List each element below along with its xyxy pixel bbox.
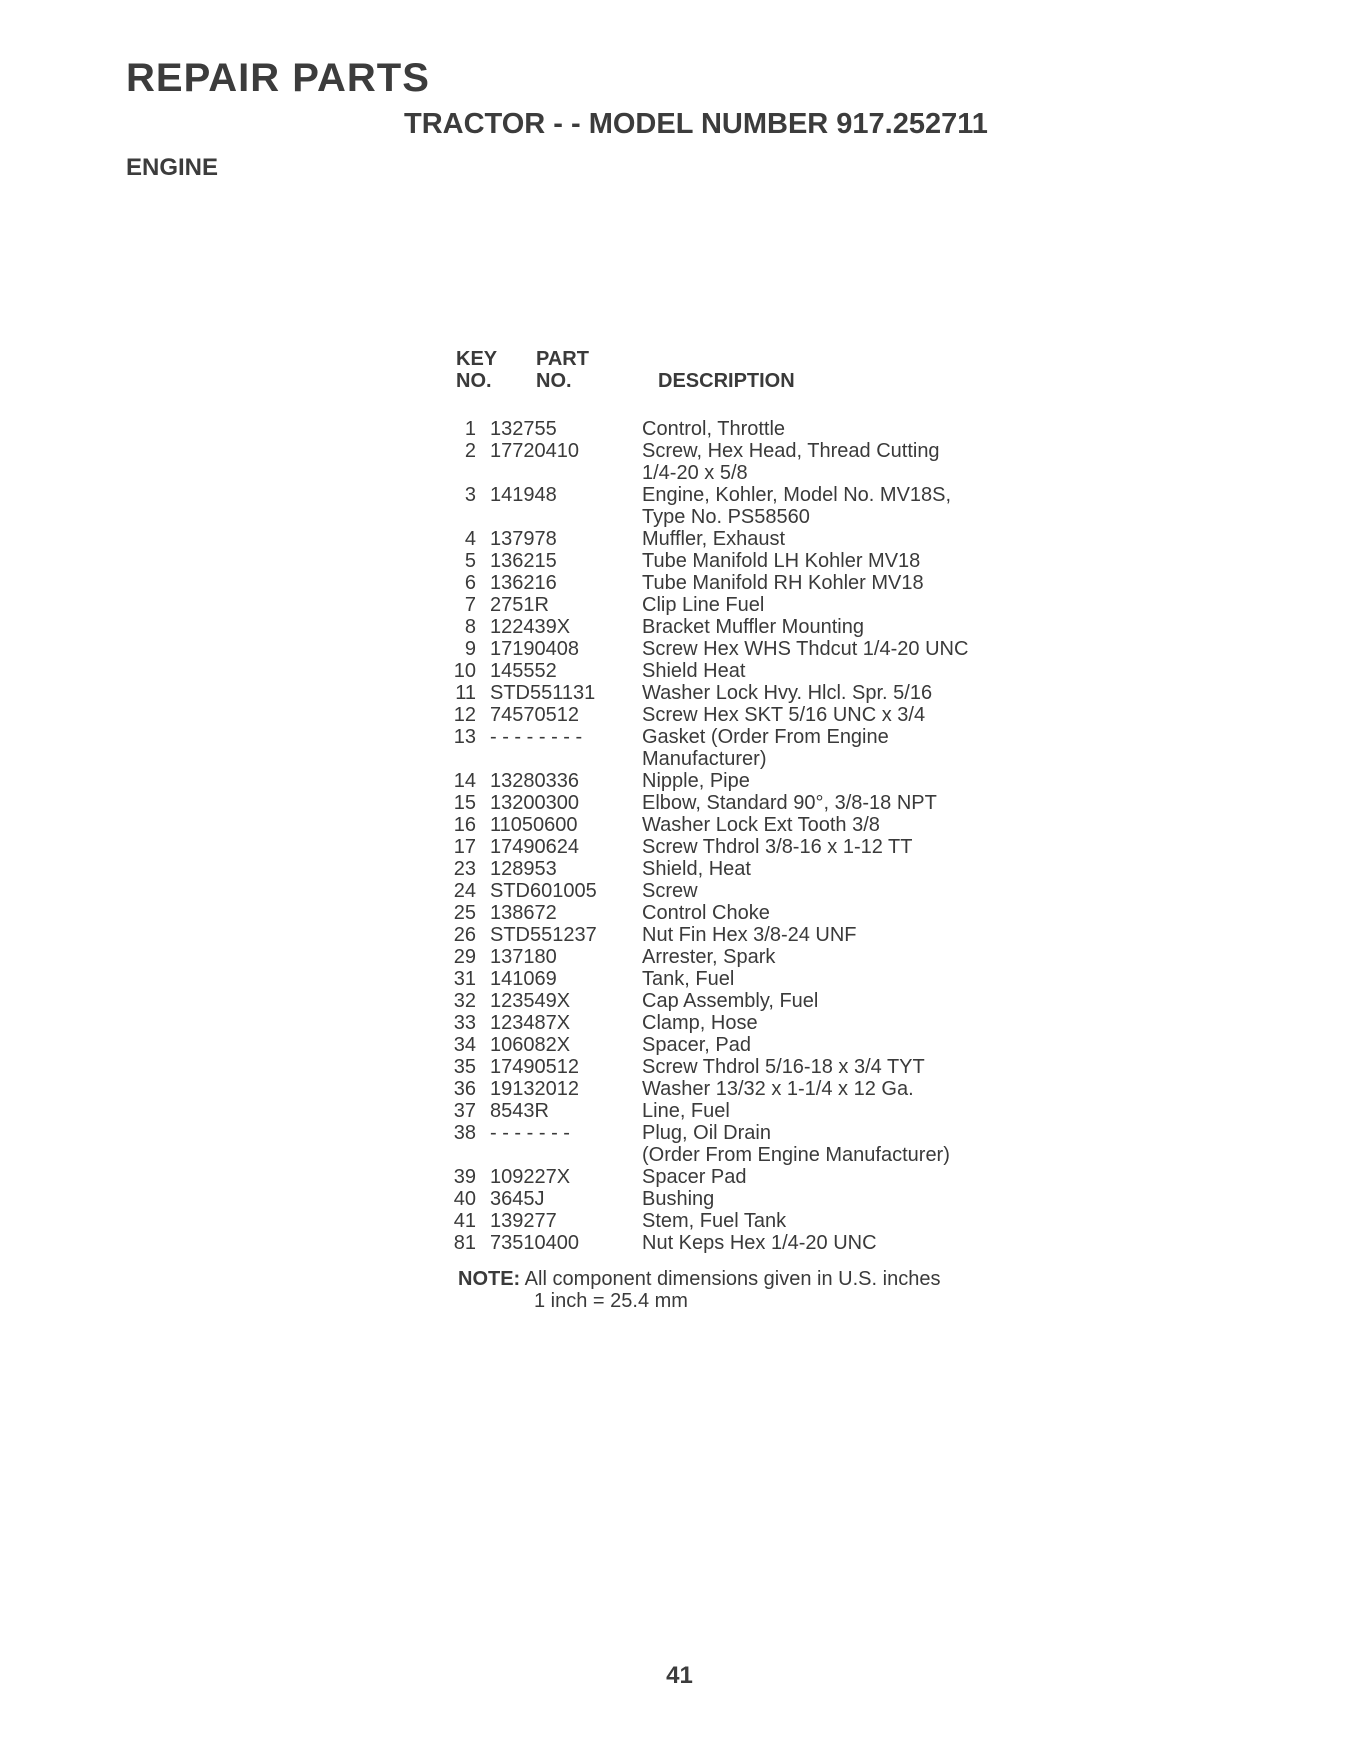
- key-number: 31: [453, 968, 476, 990]
- description-line: Washer Lock Hvy. Hlcl. Spr. 5/16: [642, 682, 933, 704]
- key-number: 7: [464, 594, 476, 616]
- part-number: 132755: [490, 418, 557, 440]
- key-number: 23: [453, 858, 476, 880]
- page-number: 41: [666, 1662, 693, 1689]
- table-row: [446, 1188, 1042, 1210]
- part-description: [642, 858, 1042, 880]
- part-description: [642, 1232, 1042, 1254]
- part-number: 137180: [490, 946, 557, 968]
- description-line: Screw Hex SKT 5/16 UNC x 3/4: [642, 704, 926, 726]
- table-row: [446, 858, 1042, 880]
- key-number: 36: [453, 1078, 476, 1100]
- parts-table-header: [446, 344, 1042, 396]
- part-number: 8543R: [490, 1100, 549, 1122]
- description-line: Tank, Fuel: [642, 968, 735, 990]
- description-line: Screw: [642, 880, 698, 902]
- table-row: [446, 924, 1042, 946]
- table-row: [446, 616, 1042, 638]
- part-description: [642, 836, 1042, 858]
- description-line: Nut Keps Hex 1/4-20 UNC: [642, 1232, 877, 1254]
- table-row: [446, 682, 1042, 704]
- description-line: Screw, Hex Head, Thread Cutting: [642, 440, 940, 462]
- table-row: [446, 968, 1042, 990]
- description-line: Tube Manifold LH Kohler MV18: [642, 550, 921, 572]
- description-line: Nut Fin Hex 3/8-24 UNF: [642, 924, 857, 946]
- part-description: [642, 1034, 1042, 1056]
- part-description: [642, 528, 1042, 550]
- description-line: Clip Line Fuel: [642, 594, 765, 616]
- key-number: 26: [453, 924, 476, 946]
- key-number: 10: [453, 660, 476, 682]
- key-number: 4: [464, 528, 476, 550]
- key-number: 12: [453, 704, 476, 726]
- table-row: [446, 572, 1042, 594]
- part-description: [642, 594, 1042, 616]
- description-line: Tube Manifold RH Kohler MV18: [642, 572, 924, 594]
- note: [458, 1268, 940, 1312]
- description-line: Engine, Kohler, Model No. MV18S,: [642, 484, 952, 506]
- table-row: [446, 1232, 1042, 1254]
- description-line: Nipple, Pipe: [642, 770, 750, 792]
- key-number: 5: [464, 550, 476, 572]
- table-row: [446, 814, 1042, 836]
- part-description: [642, 682, 1042, 704]
- part-number: - - - - - - - -: [490, 726, 583, 748]
- part-number: 141948: [490, 484, 557, 506]
- key-number: 11: [455, 682, 476, 704]
- part-number: 122439X: [490, 616, 571, 638]
- table-row: [446, 418, 1042, 440]
- description-line: Spacer Pad: [642, 1166, 747, 1188]
- part-number: STD551237: [490, 924, 597, 946]
- part-number: 13200300: [490, 792, 579, 814]
- part-number: - - - - - - -: [490, 1122, 570, 1144]
- description-line: Bracket Muffler Mounting: [642, 616, 864, 638]
- description-line: Clamp, Hose: [642, 1012, 758, 1034]
- key-header-line2: NO.: [456, 370, 492, 392]
- table-row: [446, 1012, 1042, 1034]
- part-number: 17490512: [490, 1056, 579, 1078]
- part-description: [642, 572, 1042, 594]
- description-line: (Order From Engine Manufacturer): [642, 1144, 950, 1166]
- table-row: [446, 836, 1042, 858]
- part-number: 13280336: [490, 770, 579, 792]
- part-description: [642, 660, 1042, 682]
- key-number: 3: [464, 484, 476, 506]
- part-number: 136215: [490, 550, 557, 572]
- description-line: Washer Lock Ext Tooth 3/8: [642, 814, 880, 836]
- table-row: [446, 990, 1042, 1012]
- part-header-line1: PART: [536, 348, 589, 370]
- part-number: 136216: [490, 572, 557, 594]
- key-number: 81: [453, 1232, 476, 1254]
- description-line: Line, Fuel: [642, 1100, 730, 1122]
- table-row: [446, 880, 1042, 902]
- part-number: 139277: [490, 1210, 557, 1232]
- table-row: [446, 528, 1042, 550]
- table-row: [446, 1078, 1042, 1100]
- part-number: 11050600: [490, 814, 578, 836]
- key-header-line1: KEY: [456, 348, 498, 370]
- description-line: Muffler, Exhaust: [642, 528, 786, 550]
- key-number: 14: [453, 770, 476, 792]
- key-number: 8: [464, 616, 476, 638]
- part-description: [642, 792, 1042, 814]
- part-description: [642, 924, 1042, 946]
- table-row: [446, 770, 1042, 792]
- description-line: Bushing: [642, 1188, 715, 1210]
- model-number-heading: TRACTOR - - MODEL NUMBER 917.252711: [404, 108, 988, 140]
- part-description: [642, 616, 1042, 638]
- part-description: [642, 814, 1042, 836]
- part-description: [642, 418, 1042, 440]
- table-row: [446, 1056, 1042, 1078]
- table-row: [446, 440, 1042, 484]
- description-line: Control, Throttle: [642, 418, 786, 440]
- part-number: 3645J: [490, 1188, 545, 1210]
- description-line: Stem, Fuel Tank: [642, 1210, 787, 1232]
- key-number: 24: [453, 880, 476, 902]
- description-line: Arrester, Spark: [642, 946, 776, 968]
- description-line: Screw Thdrol 5/16-18 x 3/4 TYT: [642, 1056, 925, 1078]
- part-description: [642, 1166, 1042, 1188]
- key-number: 16: [453, 814, 476, 836]
- part-number: 141069: [490, 968, 557, 990]
- key-number: 38: [453, 1122, 476, 1144]
- part-description: [642, 638, 1042, 660]
- key-number: 17: [453, 836, 476, 858]
- table-row: [446, 726, 1042, 770]
- description-line: Manufacturer): [642, 748, 767, 770]
- part-description: [642, 704, 1042, 726]
- note-label: NOTE:: [458, 1268, 521, 1290]
- part-header-line2: NO.: [536, 370, 572, 392]
- part-number: STD601005: [490, 880, 597, 902]
- table-row: [446, 594, 1042, 616]
- key-number: 33: [453, 1012, 476, 1034]
- table-row: [446, 946, 1042, 968]
- page-title: REPAIR PARTS: [126, 56, 430, 100]
- key-number: 29: [453, 946, 476, 968]
- description-line: Spacer, Pad: [642, 1034, 751, 1056]
- description-line: Control Choke: [642, 902, 770, 924]
- part-description: [642, 484, 1042, 528]
- description-line: Elbow, Standard 90°, 3/8-18 NPT: [642, 792, 937, 814]
- table-row: [446, 1210, 1042, 1232]
- part-number: STD551131: [490, 682, 596, 704]
- part-description: [642, 968, 1042, 990]
- part-number: 128953: [490, 858, 557, 880]
- key-number: 15: [453, 792, 476, 814]
- description-line: Cap Assembly, Fuel: [642, 990, 819, 1012]
- table-row: [446, 638, 1042, 660]
- description-line: Washer 13/32 x 1-1/4 x 12 Ga.: [642, 1078, 914, 1100]
- key-number: 2: [464, 440, 476, 462]
- parts-table-body: [446, 418, 1042, 1254]
- key-number: 9: [464, 638, 476, 660]
- table-row: [446, 1122, 1042, 1166]
- part-number: 19132012: [490, 1078, 579, 1100]
- key-number: 34: [453, 1034, 476, 1056]
- parts-table: [446, 344, 1042, 1254]
- part-description: [642, 1078, 1042, 1100]
- part-number: 2751R: [490, 594, 549, 616]
- part-number: 17190408: [490, 638, 579, 660]
- part-number: 17720410: [490, 440, 579, 462]
- description-line: Screw Thdrol 3/8-16 x 1-12 TT: [642, 836, 913, 858]
- description-line: Type No. PS58560: [642, 506, 810, 528]
- section-heading: ENGINE: [126, 154, 219, 181]
- note-line1: All component dimensions given in U.S. inches: [524, 1268, 941, 1290]
- part-description: [642, 726, 1042, 770]
- table-row: [446, 550, 1042, 572]
- part-number: 138672: [490, 902, 557, 924]
- part-description: [642, 990, 1042, 1012]
- part-number: 137978: [490, 528, 557, 550]
- key-number: 25: [453, 902, 476, 924]
- description-header: DESCRIPTION: [658, 370, 795, 392]
- table-row: [446, 1100, 1042, 1122]
- description-line: 1/4-20 x 5/8: [642, 462, 748, 484]
- key-number: 39: [453, 1166, 476, 1188]
- part-description: [642, 440, 1042, 484]
- part-description: [642, 1210, 1042, 1232]
- part-description: [642, 1100, 1042, 1122]
- table-row: [446, 704, 1042, 726]
- table-row: [446, 484, 1042, 528]
- note-line2: 1 inch = 25.4 mm: [534, 1290, 688, 1312]
- key-number: 6: [464, 572, 476, 594]
- part-description: [642, 946, 1042, 968]
- part-number: 123549X: [490, 990, 571, 1012]
- description-line: Screw Hex WHS Thdcut 1/4-20 UNC: [642, 638, 969, 660]
- description-line: Shield, Heat: [642, 858, 751, 880]
- part-description: [642, 770, 1042, 792]
- part-description: [642, 902, 1042, 924]
- part-number: 74570512: [490, 704, 579, 726]
- part-description: [642, 1012, 1042, 1034]
- table-row: [446, 792, 1042, 814]
- part-number: 73510400: [490, 1232, 579, 1254]
- key-number: 41: [453, 1210, 476, 1232]
- part-number: 17490624: [490, 836, 579, 858]
- part-number: 106082X: [490, 1034, 571, 1056]
- description-line: Gasket (Order From Engine: [642, 726, 889, 748]
- description-line: Shield Heat: [642, 660, 746, 682]
- key-number: 13: [453, 726, 476, 748]
- part-description: [642, 1122, 1042, 1166]
- table-row: [446, 902, 1042, 924]
- table-row: [446, 1034, 1042, 1056]
- part-number: 123487X: [490, 1012, 571, 1034]
- table-row: [446, 1166, 1042, 1188]
- key-number: 1: [464, 418, 476, 440]
- part-number: 145552: [490, 660, 557, 682]
- part-description: [642, 1188, 1042, 1210]
- table-row: [446, 660, 1042, 682]
- part-description: [642, 550, 1042, 572]
- part-description: [642, 1056, 1042, 1078]
- key-number: 37: [453, 1100, 476, 1122]
- part-description: [642, 880, 1042, 902]
- key-number: 40: [453, 1188, 476, 1210]
- description-line: Plug, Oil Drain: [642, 1122, 771, 1144]
- key-number: 35: [453, 1056, 476, 1078]
- key-number: 32: [453, 990, 476, 1012]
- part-number: 109227X: [490, 1166, 571, 1188]
